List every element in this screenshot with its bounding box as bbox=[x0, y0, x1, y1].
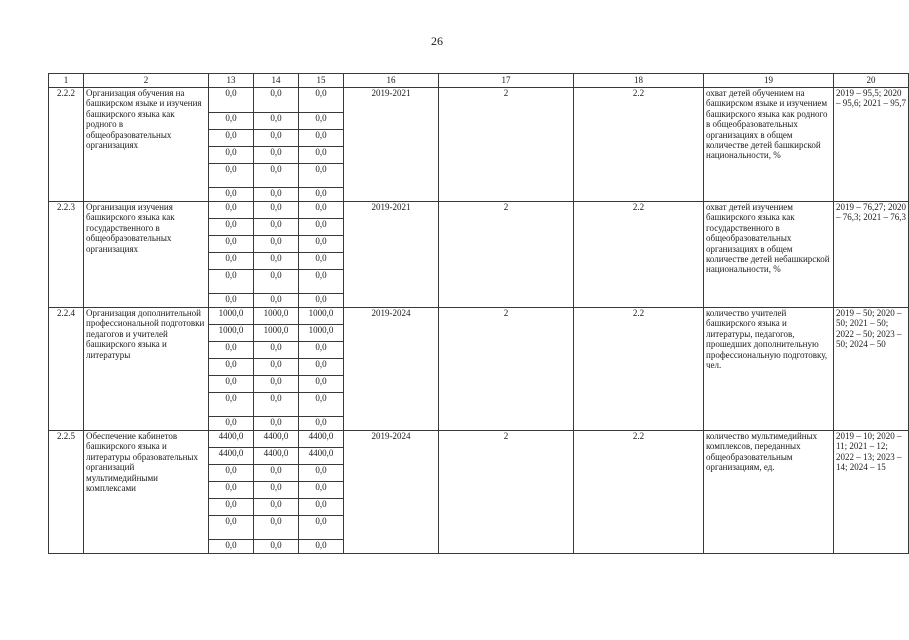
col17-cell: 2 bbox=[439, 308, 574, 431]
value-cell: 0,0 bbox=[299, 393, 344, 417]
value-cell: 0,0 bbox=[299, 540, 344, 554]
value-cell: 0,0 bbox=[254, 393, 299, 417]
value-cell: 0,0 bbox=[209, 376, 254, 393]
value-cell: 0,0 bbox=[209, 417, 254, 431]
program-table bbox=[48, 73, 909, 554]
value-cell: 0,0 bbox=[299, 465, 344, 482]
value-cell: 0,0 bbox=[254, 376, 299, 393]
header-cell: 20 bbox=[834, 74, 909, 88]
indicator-cell: количество учителей башкирского языка и литературы, педагогов, прошедших дополнительную профессиональную подготовку, чел. bbox=[704, 308, 834, 431]
value-cell: 0,0 bbox=[209, 499, 254, 516]
value-cell: 0,0 bbox=[254, 342, 299, 359]
header-cell: 15 bbox=[299, 74, 344, 88]
col17-cell: 2 bbox=[439, 202, 574, 308]
table-body bbox=[49, 88, 909, 554]
value-cell: 0,0 bbox=[254, 236, 299, 253]
indicator-cell: охват детей обучением на башкирском языке и изучением башкирского языка как родного в общеобразовательных организациях в общем количестве детей башкирской национальности, % bbox=[704, 88, 834, 202]
value-cell: 0,0 bbox=[254, 88, 299, 113]
header-cell: 16 bbox=[344, 74, 439, 88]
item-name: Обеспечение кабинетов башкирского языка и литературы образовательных организаций мультимедийными комплексами bbox=[84, 431, 209, 554]
col18-cell: 2.2 bbox=[574, 202, 704, 308]
table-row bbox=[49, 88, 909, 113]
value-cell: 0,0 bbox=[254, 516, 299, 540]
col18-cell: 2.2 bbox=[574, 88, 704, 202]
value-cell: 0,0 bbox=[299, 359, 344, 376]
value-cell: 0,0 bbox=[299, 147, 344, 164]
col18-cell: 2.2 bbox=[574, 308, 704, 431]
value-cell: 0,0 bbox=[254, 113, 299, 130]
period-cell: 2019-2021 bbox=[344, 88, 439, 202]
value-cell: 4400,0 bbox=[209, 448, 254, 465]
indicator-cell: количество мультимедийных комплексов, переданных общеобразовательным организациям, ед. bbox=[704, 431, 834, 554]
header-cell: 14 bbox=[254, 74, 299, 88]
target-values-cell: 2019 – 50; 2020 – 50; 2021 – 50; 2022 – 50; 2023 – 50; 2024 – 50 bbox=[834, 308, 909, 431]
value-cell: 0,0 bbox=[209, 236, 254, 253]
value-cell: 0,0 bbox=[254, 188, 299, 202]
value-cell: 0,0 bbox=[299, 113, 344, 130]
value-cell: 4400,0 bbox=[254, 431, 299, 448]
value-cell: 0,0 bbox=[209, 147, 254, 164]
value-cell: 1000,0 bbox=[299, 308, 344, 325]
col17-cell: 2 bbox=[439, 88, 574, 202]
value-cell: 0,0 bbox=[299, 219, 344, 236]
table-row bbox=[49, 431, 909, 448]
page-number: 26 bbox=[431, 34, 443, 48]
col18-cell: 2.2 bbox=[574, 431, 704, 554]
value-cell: 0,0 bbox=[209, 164, 254, 188]
value-cell: 0,0 bbox=[209, 342, 254, 359]
target-values-cell: 2019 – 95,5; 2020 – 95,6; 2021 – 95,7 bbox=[834, 88, 909, 202]
value-cell: 0,0 bbox=[209, 202, 254, 219]
header-cell: 2 bbox=[84, 74, 209, 88]
item-name: Организация изучения башкирского языка как государственного в общеобразовательных организациях bbox=[84, 202, 209, 308]
value-cell: 0,0 bbox=[209, 88, 254, 113]
value-cell: 0,0 bbox=[254, 482, 299, 499]
header-cell: 18 bbox=[574, 74, 704, 88]
table-row bbox=[49, 308, 909, 325]
value-cell: 0,0 bbox=[209, 516, 254, 540]
header-cell: 17 bbox=[439, 74, 574, 88]
value-cell: 0,0 bbox=[254, 164, 299, 188]
indicator-cell: охват детей изучением башкирского языка как государственного в общеобразовательных организациях в общем количестве детей небашкирской национальности, % bbox=[704, 202, 834, 308]
value-cell: 4400,0 bbox=[209, 431, 254, 448]
target-values-cell: 2019 – 10; 2020 – 11; 2021 – 12; 2022 – 13; 2023 – 14; 2024 – 15 bbox=[834, 431, 909, 554]
value-cell: 0,0 bbox=[209, 188, 254, 202]
period-cell: 2019-2024 bbox=[344, 431, 439, 554]
period-cell: 2019-2021 bbox=[344, 202, 439, 308]
value-cell: 0,0 bbox=[299, 516, 344, 540]
value-cell: 0,0 bbox=[209, 294, 254, 308]
value-cell: 0,0 bbox=[299, 417, 344, 431]
value-cell: 0,0 bbox=[299, 202, 344, 219]
value-cell: 1000,0 bbox=[209, 325, 254, 342]
value-cell: 1000,0 bbox=[254, 325, 299, 342]
value-cell: 0,0 bbox=[299, 188, 344, 202]
value-cell: 1000,0 bbox=[299, 325, 344, 342]
value-cell: 0,0 bbox=[299, 88, 344, 113]
value-cell: 1000,0 bbox=[209, 308, 254, 325]
value-cell: 0,0 bbox=[254, 499, 299, 516]
target-values-cell: 2019 – 76,27; 2020 – 76,3; 2021 – 76,3 bbox=[834, 202, 909, 308]
item-code: 2.2.4 bbox=[49, 308, 84, 431]
header-cell: 1 bbox=[49, 74, 84, 88]
value-cell: 0,0 bbox=[299, 342, 344, 359]
value-cell: 0,0 bbox=[299, 482, 344, 499]
table-row bbox=[49, 202, 909, 219]
value-cell: 0,0 bbox=[209, 219, 254, 236]
value-cell: 0,0 bbox=[254, 359, 299, 376]
value-cell: 0,0 bbox=[299, 130, 344, 147]
value-cell: 0,0 bbox=[254, 130, 299, 147]
item-name: Организация дополнительной профессиональной подготовки педагогов и учителей башкирского языка и литературы bbox=[84, 308, 209, 431]
item-name: Организация обучения на башкирском языке и изучения башкирского языка как родного в общеобразовательных организациях bbox=[84, 88, 209, 202]
value-cell: 0,0 bbox=[209, 393, 254, 417]
value-cell: 4400,0 bbox=[254, 448, 299, 465]
value-cell: 0,0 bbox=[299, 253, 344, 270]
value-cell: 0,0 bbox=[254, 253, 299, 270]
col17-cell: 2 bbox=[439, 431, 574, 554]
item-code: 2.2.5 bbox=[49, 431, 84, 554]
value-cell: 0,0 bbox=[299, 294, 344, 308]
value-cell: 4400,0 bbox=[299, 431, 344, 448]
value-cell: 0,0 bbox=[254, 540, 299, 554]
period-cell: 2019-2024 bbox=[344, 308, 439, 431]
value-cell: 0,0 bbox=[254, 270, 299, 294]
value-cell: 1000,0 bbox=[254, 308, 299, 325]
value-cell: 0,0 bbox=[254, 294, 299, 308]
header-cell: 13 bbox=[209, 74, 254, 88]
value-cell: 0,0 bbox=[209, 359, 254, 376]
item-code: 2.2.3 bbox=[49, 202, 84, 308]
item-code: 2.2.2 bbox=[49, 88, 84, 202]
value-cell: 0,0 bbox=[299, 376, 344, 393]
value-cell: 0,0 bbox=[209, 270, 254, 294]
value-cell: 0,0 bbox=[254, 147, 299, 164]
value-cell: 0,0 bbox=[254, 417, 299, 431]
value-cell: 0,0 bbox=[299, 236, 344, 253]
header-row bbox=[49, 74, 909, 88]
value-cell: 0,0 bbox=[209, 253, 254, 270]
value-cell: 0,0 bbox=[209, 540, 254, 554]
value-cell: 0,0 bbox=[299, 164, 344, 188]
value-cell: 0,0 bbox=[209, 113, 254, 130]
value-cell: 0,0 bbox=[209, 465, 254, 482]
value-cell: 0,0 bbox=[209, 482, 254, 499]
value-cell: 0,0 bbox=[254, 202, 299, 219]
value-cell: 0,0 bbox=[299, 270, 344, 294]
value-cell: 0,0 bbox=[254, 219, 299, 236]
value-cell: 0,0 bbox=[254, 465, 299, 482]
header-cell: 19 bbox=[704, 74, 834, 88]
value-cell: 4400,0 bbox=[299, 448, 344, 465]
value-cell: 0,0 bbox=[299, 499, 344, 516]
value-cell: 0,0 bbox=[209, 130, 254, 147]
